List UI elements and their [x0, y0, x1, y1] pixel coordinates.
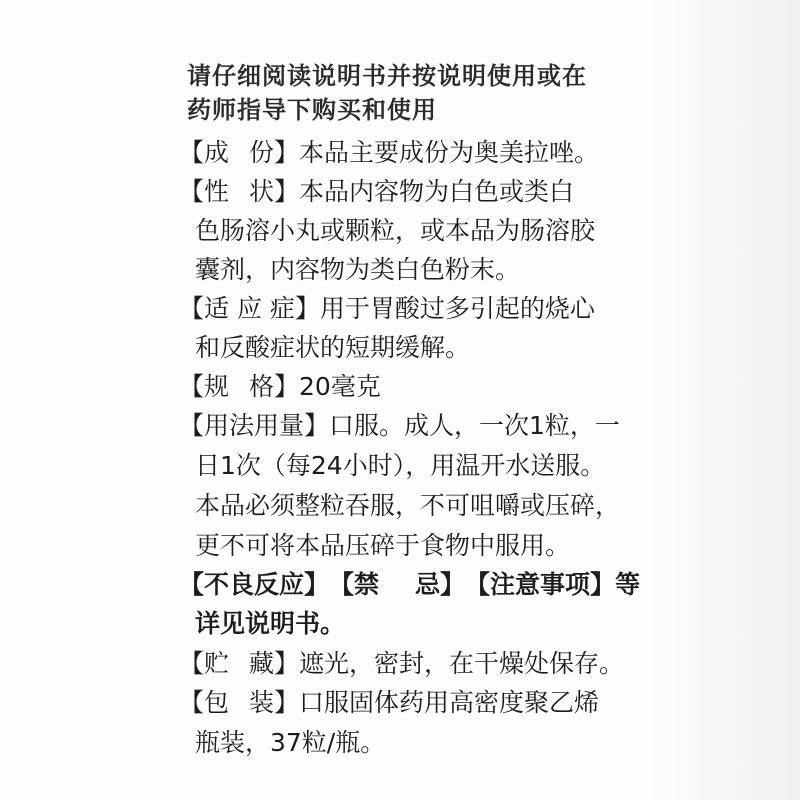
storage-line	[179, 648, 624, 680]
dosage-line-2: 日1次（每24小时），用温开水送服。	[195, 451, 606, 480]
adverse-tail: 等	[615, 570, 641, 599]
properties-line-1	[179, 176, 574, 208]
adverse-line-1	[179, 569, 640, 601]
storage-label: 【贮 藏】	[179, 649, 300, 678]
specification-text: 20毫克	[299, 372, 381, 401]
precautions-label: 【注意事项】	[465, 570, 616, 599]
specification-line	[179, 371, 381, 403]
dosage-line-3: 本品必须整粒吞服，不可咀嚼或压碎，	[195, 491, 621, 520]
package-line-2: 瓶装，37粒/瓶。	[195, 728, 386, 757]
dosage-label: 【用法用量】	[179, 411, 330, 440]
indications-text-1: 用于胃酸过多引起的烧心	[319, 294, 595, 323]
ingredients-text: 本品主要成份为奥美拉唑。	[299, 138, 600, 167]
package-label: 【包 装】	[179, 688, 300, 717]
specification-label: 【规 格】	[179, 372, 300, 401]
package-text-1: 口服固体药用高密度聚乙烯	[299, 688, 600, 717]
warning-line-2: 药师指导下购买和使用	[187, 96, 437, 124]
properties-line-3: 囊剂，内容物为类白色粉末。	[195, 255, 521, 284]
properties-line-2: 色肠溶小丸或颗粒，或本品为肠溶胶	[195, 216, 596, 245]
adverse-reactions-label: 【不良反应】	[179, 570, 330, 599]
properties-text-1: 本品内容物为白色或类白	[299, 177, 575, 206]
indications-line-2: 和反酸症状的短期缓解。	[195, 333, 471, 362]
dosage-line-1	[179, 410, 620, 442]
dosage-line-4: 更不可将本品压碎于食物中服用。	[195, 531, 571, 560]
package-line-1	[179, 687, 599, 719]
adverse-line-2: 详见说明书。	[195, 609, 346, 638]
properties-label: 【性 状】	[179, 177, 300, 206]
background-shade	[650, 0, 800, 800]
indications-line-1	[179, 293, 595, 325]
ingredients-label: 【成 份】	[179, 138, 300, 167]
indications-label: 【适 应 症】	[179, 294, 320, 323]
warning-line-1: 请仔细阅读说明书并按说明使用或在	[187, 62, 587, 90]
contraindications-label: 【禁 忌】	[329, 570, 466, 599]
ingredients-line	[179, 137, 599, 169]
storage-text: 遮光，密封，在干燥处保存。	[299, 649, 625, 678]
dosage-text-1: 口服。成人，一次1粒，一	[329, 411, 620, 440]
